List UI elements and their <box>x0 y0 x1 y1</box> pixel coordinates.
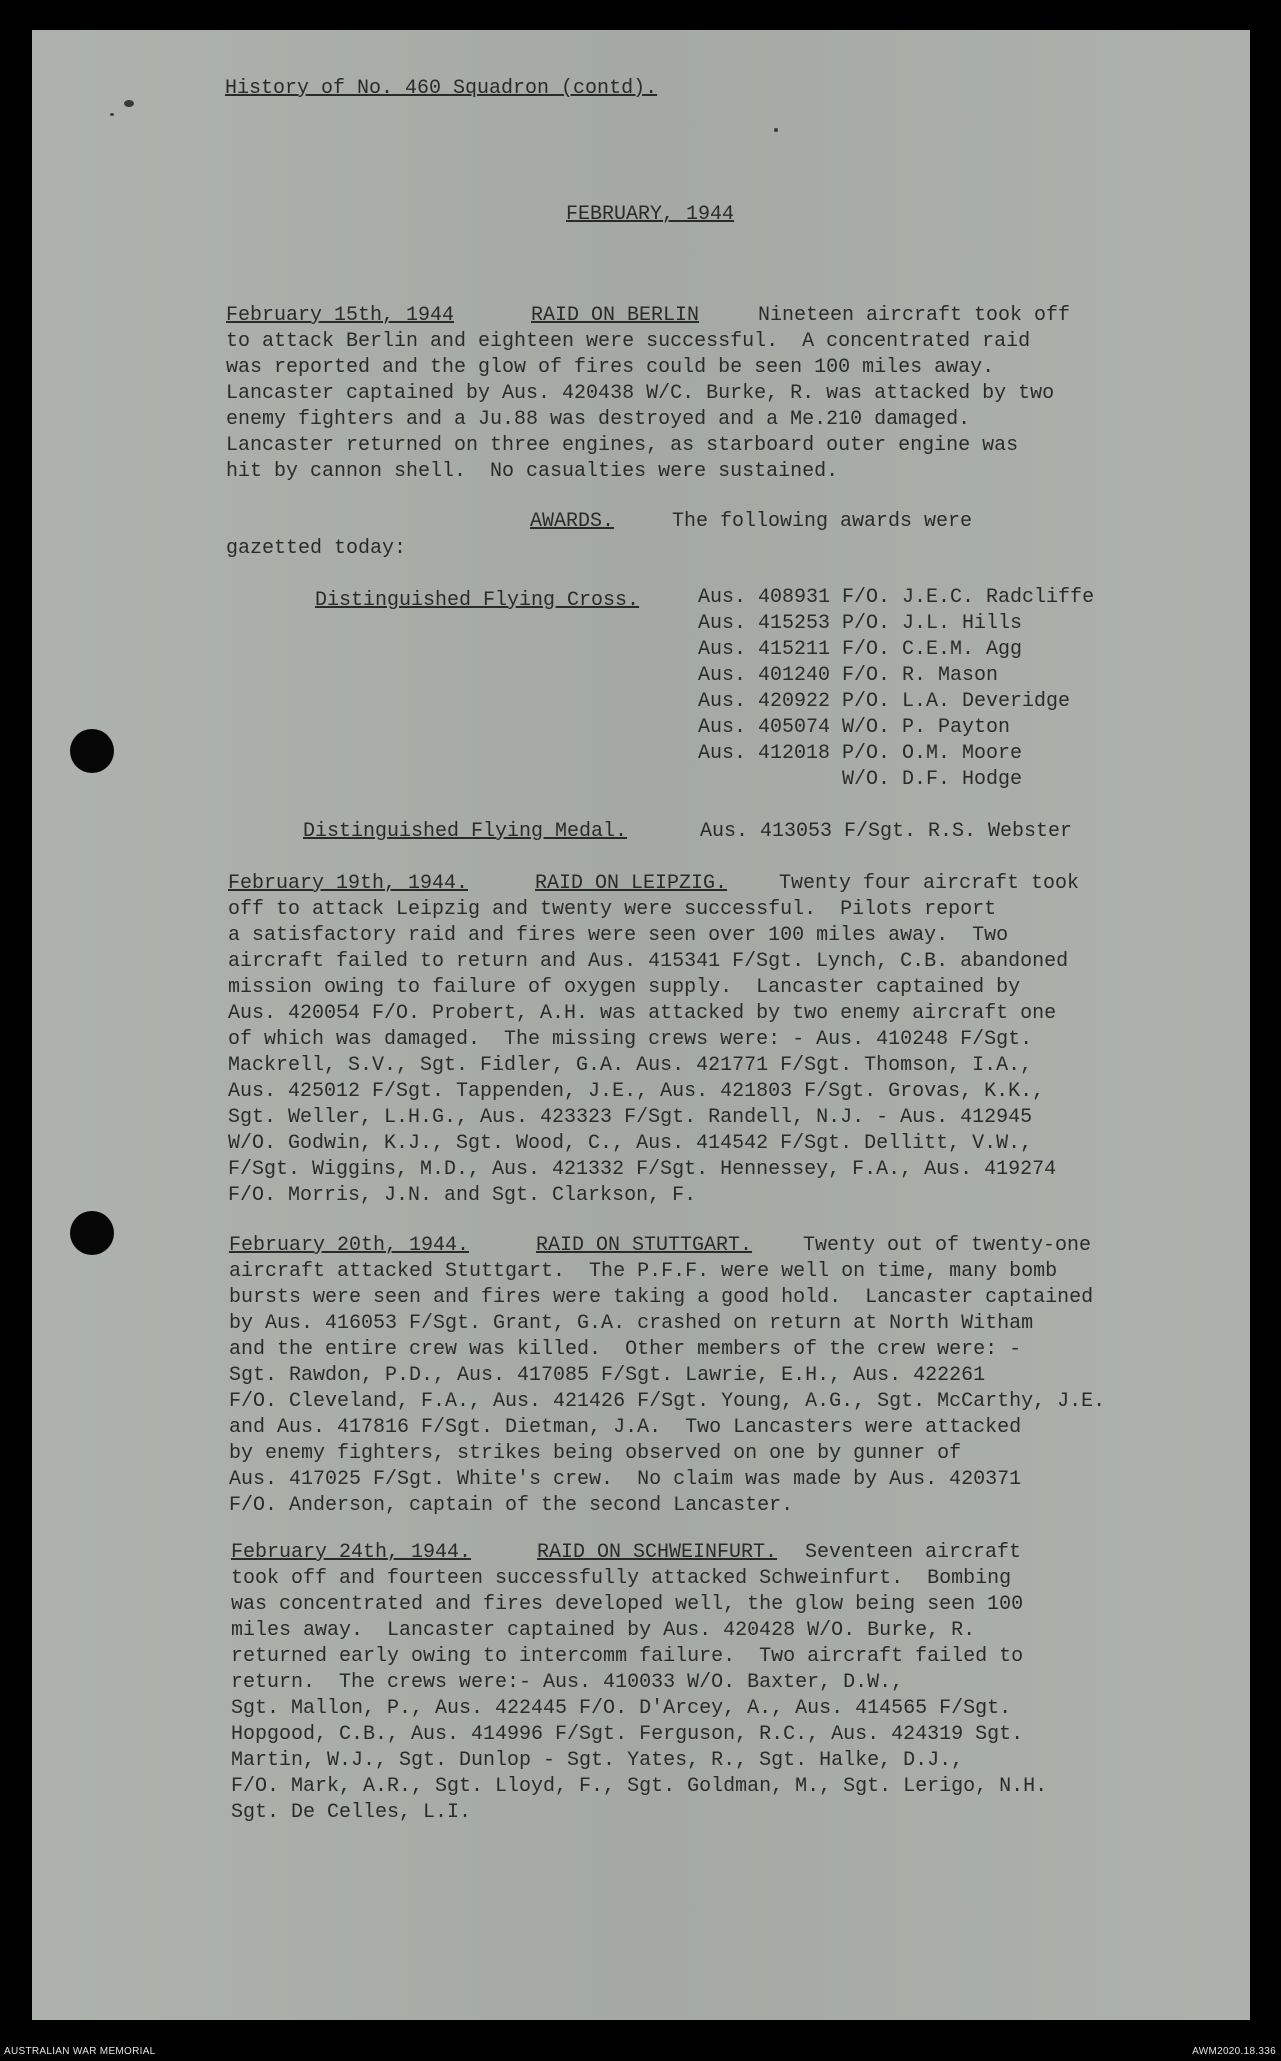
entry-text-line: F/O. Mark, A.R., Sgt. Lloyd, F., Sgt. Goldman, M., Sgt. Lerigo, N.H. <box>231 1775 1048 1798</box>
entry-text-line: returned early owing to intercomm failure. Two aircraft failed to <box>231 1645 1024 1668</box>
dfm-recipient: Aus. 413053 F/Sgt. R.S. Webster <box>700 820 1073 843</box>
dfc-recipient: Aus. 412018 P/O. O.M. Moore <box>698 742 1023 765</box>
awards-intro: The following awards were <box>672 510 973 533</box>
entry-text-line: Aus. 420054 F/O. Probert, A.H. was attacked by two enemy aircraft one <box>228 1002 1057 1025</box>
entry-text-line: miles away. Lancaster captained by Aus. 420428 W/O. Burke, R. <box>231 1619 976 1642</box>
entry-text-line: Seventeen aircraft <box>805 1541 1022 1564</box>
entry-text-line: took off and fourteen successfully attacked Schweinfurt. Bombing <box>231 1567 1012 1590</box>
month-heading: FEBRUARY, 1944 <box>566 203 735 226</box>
awards-heading: AWARDS. <box>530 510 615 533</box>
entry-text-line: by enemy fighters, strikes being observed on one by gunner of <box>229 1442 962 1465</box>
entry-text-line: off to attack Leipzig and twenty were successful. Pilots report <box>228 898 997 921</box>
dfc-recipient: Aus. 420922 P/O. L.A. Deveridge <box>698 690 1071 713</box>
entry-text-line: Sgt. Rawdon, P.D., Aus. 417085 F/Sgt. Lawrie, E.H., Aus. 422261 <box>229 1364 986 1387</box>
punch-hole-upper <box>70 729 114 773</box>
entry-body <box>231 1566 1047 1826</box>
dfc-recipient: Aus. 405074 W/O. P. Payton <box>698 716 1011 739</box>
entry-text-line: aircraft attacked Stuttgart. The P.F.F. were well on time, many bomb <box>229 1260 1058 1283</box>
entry-date: February 19th, 1944. <box>228 872 469 895</box>
entry-text-line: Lancaster captained by Aus. 420438 W/C. Burke, R. was attacked by two <box>226 382 1055 405</box>
dfc-recipient: Aus. 408931 F/O. J.E.C. Radcliffe <box>698 586 1095 609</box>
raid-title: RAID ON BERLIN <box>531 304 700 327</box>
raid-title: RAID ON STUTTGART. <box>536 1234 753 1257</box>
entry-text-line: by Aus. 416053 F/Sgt. Grant, G.A. crashed on return at North Witham <box>229 1312 1034 1335</box>
dfc-recipient: W/O. D.F. Hodge <box>698 768 1023 791</box>
entry-date: February 20th, 1944. <box>229 1234 470 1257</box>
ink-speck <box>124 100 134 107</box>
entry-text-line: and Aus. 417816 F/Sgt. Dietman, J.A. Two Lancasters were attacked <box>229 1416 1022 1439</box>
entry-date: February 24th, 1944. <box>231 1541 472 1564</box>
dfc-recipient: Aus. 415211 F/O. C.E.M. Agg <box>698 638 1023 661</box>
entry-text-line: F/O. Morris, J.N. and Sgt. Clarkson, F. <box>228 1184 697 1207</box>
dfc-recipient-list <box>698 585 1094 793</box>
entry-text-line: Mackrell, S.V., Sgt. Fidler, G.A. Aus. 421771 F/Sgt. Thomson, I.A., <box>228 1054 1033 1077</box>
entry-text-line: aircraft failed to return and Aus. 415341 F/Sgt. Lynch, C.B. abandoned <box>228 950 1069 973</box>
entry-body <box>226 329 1054 485</box>
dfc-recipient: Aus. 415253 P/O. J.L. Hills <box>698 612 1023 635</box>
dfm-label: Distinguished Flying Medal. <box>303 820 628 843</box>
entry-text-line: Aus. 417025 F/Sgt. White's crew. No claim was made by Aus. 420371 <box>229 1468 1022 1491</box>
entry-text-line: of which was damaged. The missing crews were: - Aus. 410248 F/Sgt. <box>228 1028 1033 1051</box>
punch-hole-lower <box>70 1211 114 1255</box>
entry-text-line: mission owing to failure of oxygen supply. Lancaster captained by <box>228 976 1021 999</box>
entry-text-line: Hopgood, C.B., Aus. 414996 F/Sgt. Ferguson, R.C., Aus. 424319 Sgt. <box>231 1723 1024 1746</box>
entry-text-line: Aus. 425012 F/Sgt. Tappenden, J.E., Aus. 421803 F/Sgt. Grovas, K.K., <box>228 1080 1045 1103</box>
dfc-label: Distinguished Flying Cross. <box>315 589 640 612</box>
entry-text-line: W/O. Godwin, K.J., Sgt. Wood, C., Aus. 414542 F/Sgt. Dellitt, V.W., <box>228 1132 1033 1155</box>
entry-text-line: Twenty out of twenty-one <box>803 1234 1092 1257</box>
entry-text-line: Sgt. Mallon, P., Aus. 422445 F/O. D'Arcey, A., Aus. 414565 F/Sgt. <box>231 1697 1012 1720</box>
raid-title: RAID ON SCHWEINFURT. <box>537 1541 778 1564</box>
entry-text-line: Sgt. De Celles, L.I. <box>231 1801 472 1824</box>
entry-date: February 15th, 1944 <box>226 304 455 327</box>
entry-body <box>228 897 1068 1209</box>
ink-speck <box>110 113 114 116</box>
dfc-recipient: Aus. 401240 F/O. R. Mason <box>698 664 999 687</box>
entry-text-line: enemy fighters and a Ju.88 was destroyed and a Me.210 damaged. <box>226 408 971 431</box>
entry-text-line: return. The crews were:- Aus. 410033 W/O. Baxter, D.W., <box>231 1671 904 1694</box>
entry-text-line: to attack Berlin and eighteen were successful. A concentrated raid <box>226 330 1031 353</box>
raid-title: RAID ON LEIPZIG. <box>535 872 728 895</box>
running-title: History of No. 460 Squadron (contd). <box>225 77 658 100</box>
entry-text-line: bursts were seen and fires were taking a good hold. Lancaster captained <box>229 1286 1094 1309</box>
entry-text-line: F/O. Anderson, captain of the second Lancaster. <box>229 1494 794 1517</box>
entry-text-line: Nineteen aircraft took off <box>758 304 1071 327</box>
entry-text-line: was concentrated and fires developed well, the glow being seen 100 <box>231 1593 1024 1616</box>
footer-accession-number: AWM2020.18.336 <box>1192 2046 1276 2057</box>
entry-text-line: F/O. Cleveland, F.A., Aus. 421426 F/Sgt. Young, A.G., Sgt. McCarthy, J.E. <box>229 1390 1106 1413</box>
entry-text-line: F/Sgt. Wiggins, M.D., Aus. 421332 F/Sgt. Hennessey, F.A., Aus. 419274 <box>228 1158 1057 1181</box>
entry-text-line: Sgt. Weller, L.H.G., Aus. 423323 F/Sgt. Randell, N.J. - Aus. 412945 <box>228 1106 1033 1129</box>
entry-text-line: Martin, W.J., Sgt. Dunlop - Sgt. Yates, R., Sgt. Halke, D.J., <box>231 1749 964 1772</box>
entry-text-line: hit by cannon shell. No casualties were sustained. <box>226 460 839 483</box>
footer-institution: AUSTRALIAN WAR MEMORIAL <box>4 2046 156 2057</box>
entry-text-line: Lancaster returned on three engines, as starboard outer engine was <box>226 434 1019 457</box>
entry-text-line: Twenty four aircraft took <box>779 872 1080 895</box>
ink-speck <box>774 128 778 132</box>
entry-text-line: was reported and the glow of fires could be seen 100 miles away. <box>226 356 995 379</box>
entry-body <box>229 1259 1105 1519</box>
entry-text-line: and the entire crew was killed. Other members of the crew were: - <box>229 1338 1022 1361</box>
awards-intro: gazetted today: <box>226 537 407 560</box>
entry-text-line: a satisfactory raid and fires were seen over 100 miles away. Two <box>228 924 1009 947</box>
